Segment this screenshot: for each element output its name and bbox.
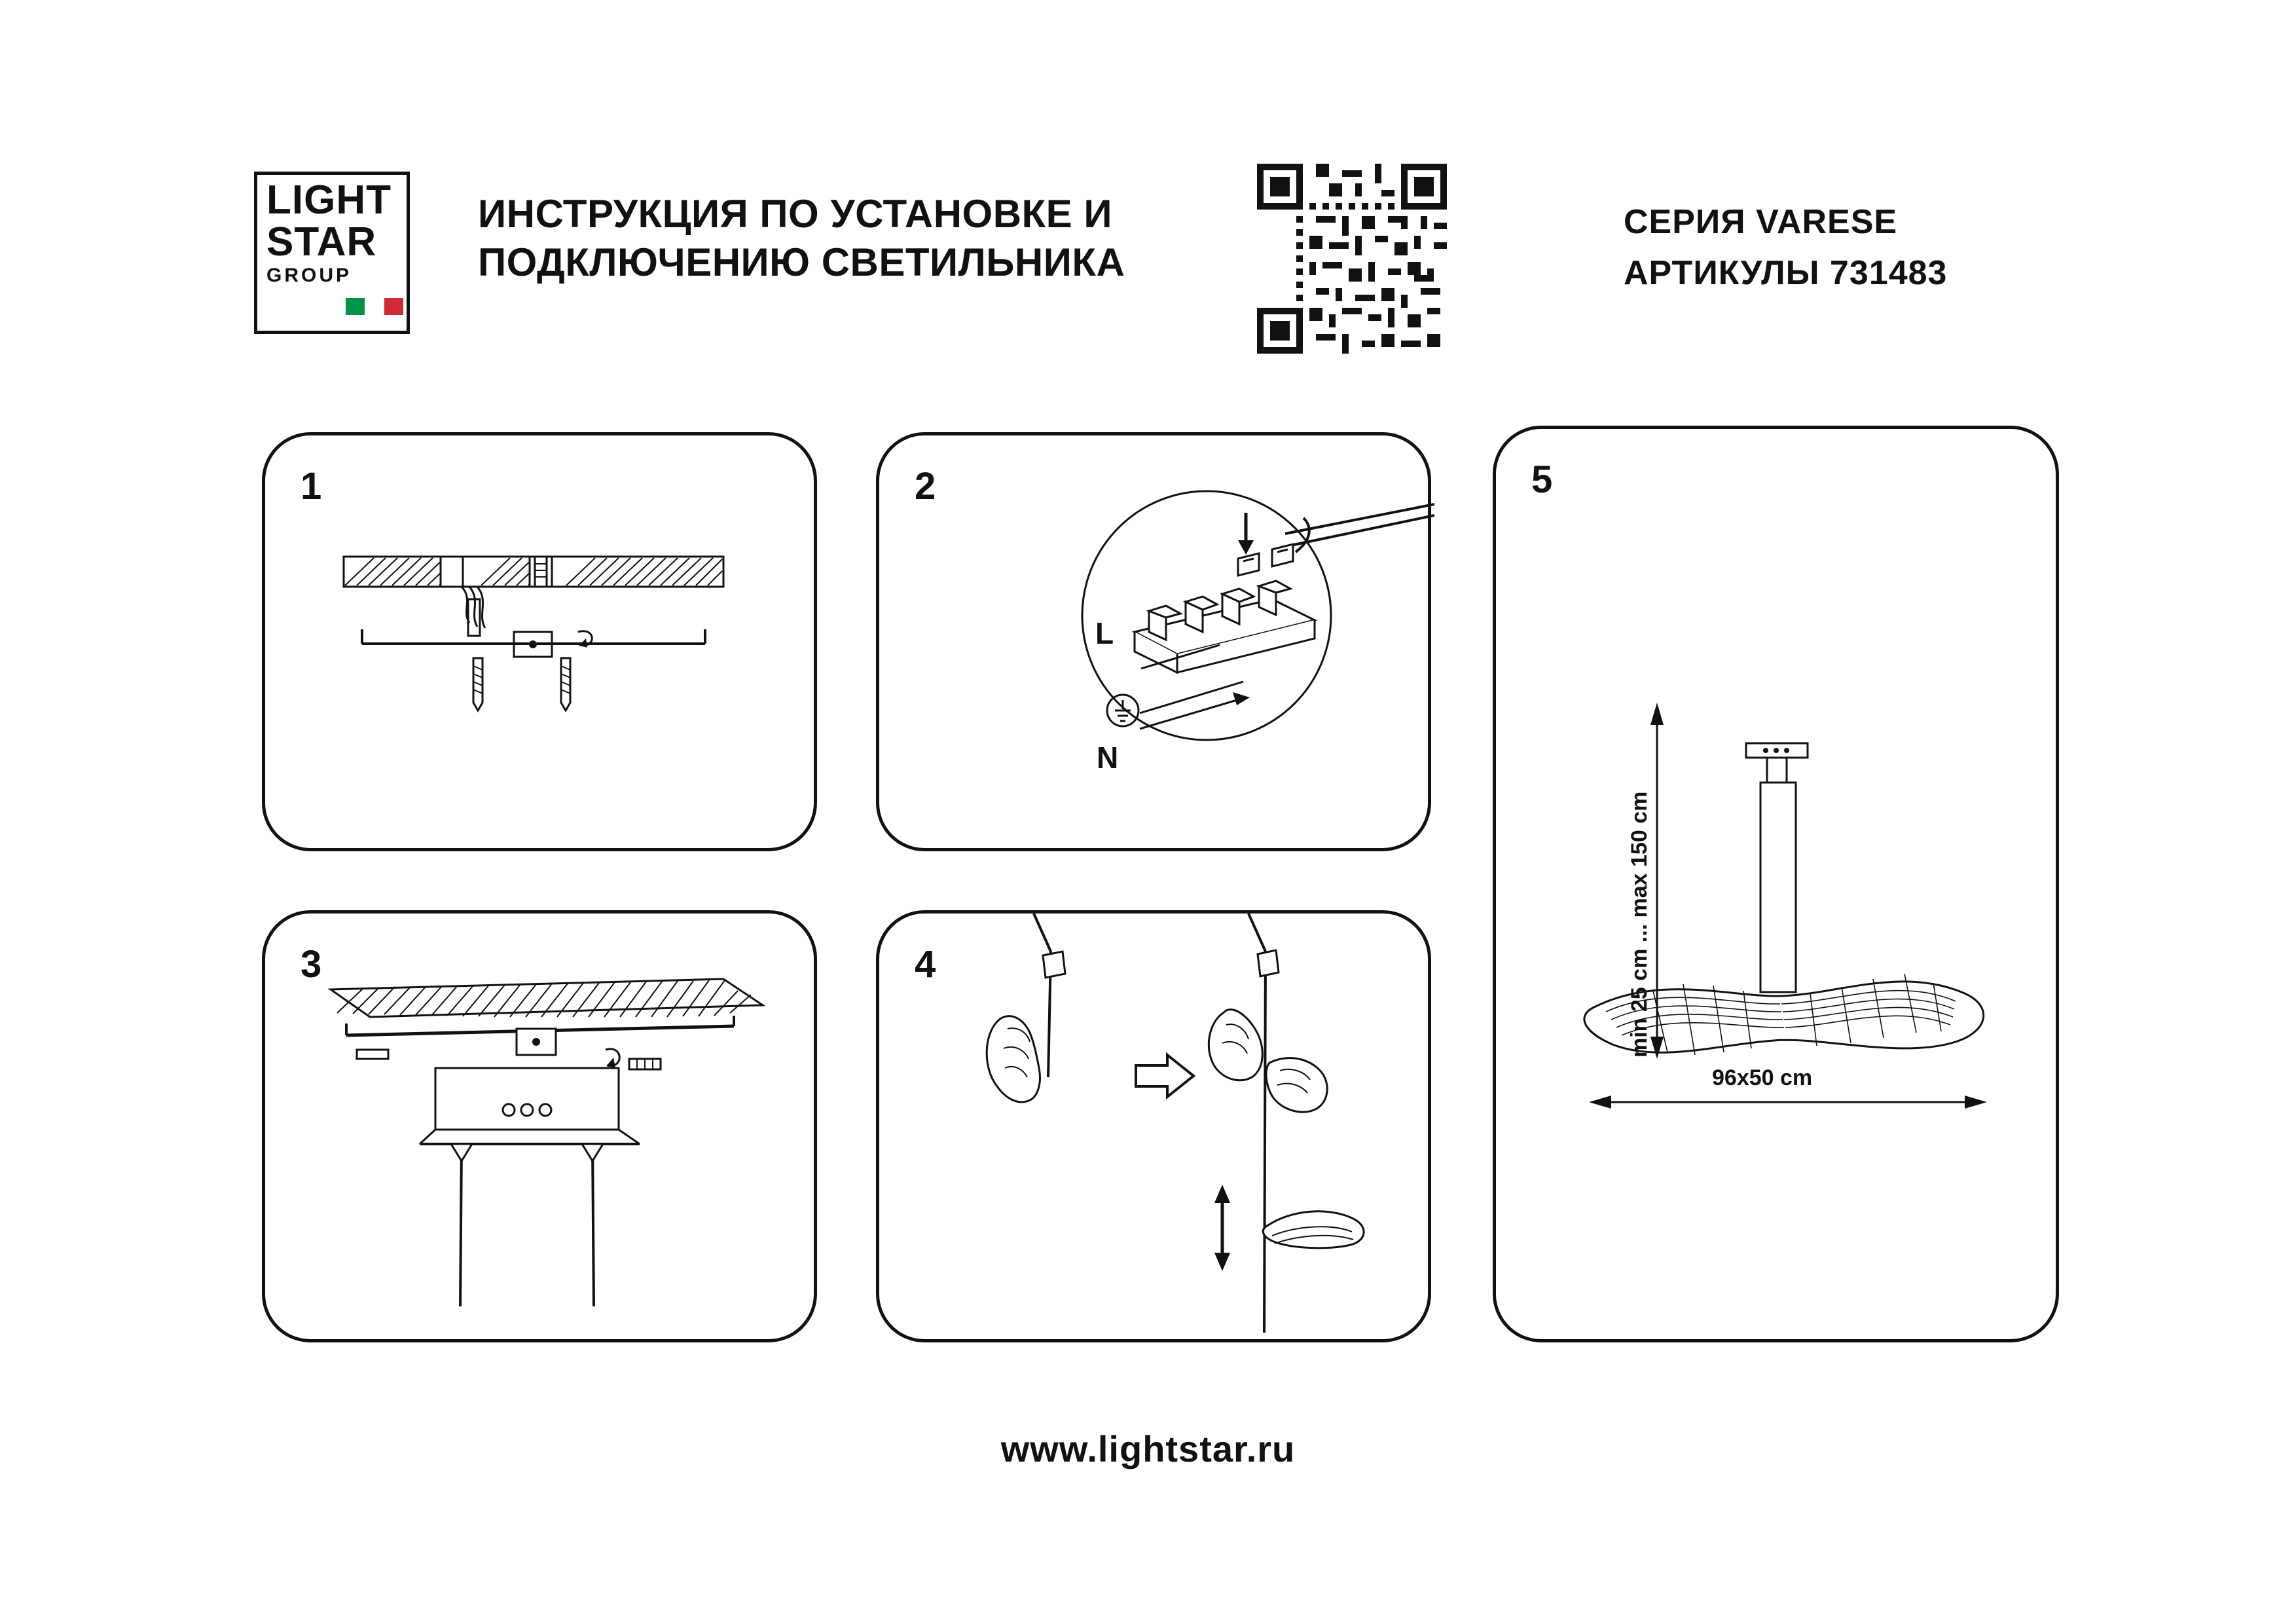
step-number-3: 3 [301,943,322,986]
logo-line-group: GROUP [266,265,352,286]
svg-text:L: L [1095,616,1114,650]
logo-line-star: STAR [266,219,377,265]
footer-website [0,1428,2296,1470]
svg-text:N: N [1097,741,1119,775]
step-4-diagram [879,913,1434,1346]
step-panel-1 [262,432,817,851]
step-number-2: 2 [915,465,936,507]
logo-line-light: LIGHT [266,177,392,223]
logo-text [266,177,404,287]
page-title-line1: ИНСТРУКЦИЯ ПО УСТАНОВКЕ И [478,192,1112,236]
step-number-1: 1 [301,465,322,507]
qr-code-icon [1257,164,1447,354]
page-title-line2: ПОДКЛЮЧЕНИЮ СВЕТИЛЬНИКА [478,240,1125,284]
width-dimension-label: 96x50 cm [1712,1065,1813,1090]
step-number-4: 4 [915,943,936,986]
height-dimension-label: min 25 cm ... max 150 cm [1627,791,1652,1058]
italy-flag-icon [346,298,403,315]
product-info [1624,196,2213,299]
footer-website-text: www.lightstar.ru [1000,1428,1296,1469]
step-number-5: 5 [1531,458,1553,501]
brand-logo [254,172,410,334]
page-title [478,190,1244,287]
step-panel-4 [876,910,1431,1342]
step-1-diagram [265,435,820,855]
step-2-diagram [879,435,1434,855]
step-panel-5 [1493,426,2059,1342]
article-label: АРТИКУЛЫ 731483 [1624,254,1948,292]
step-5-diagram [1496,429,2062,1346]
series-label: СЕРИЯ VARESE [1624,203,1898,241]
step-panel-2 [876,432,1431,851]
header [0,0,2296,393]
step-3-diagram [265,913,820,1346]
step-panel-3 [262,910,817,1342]
